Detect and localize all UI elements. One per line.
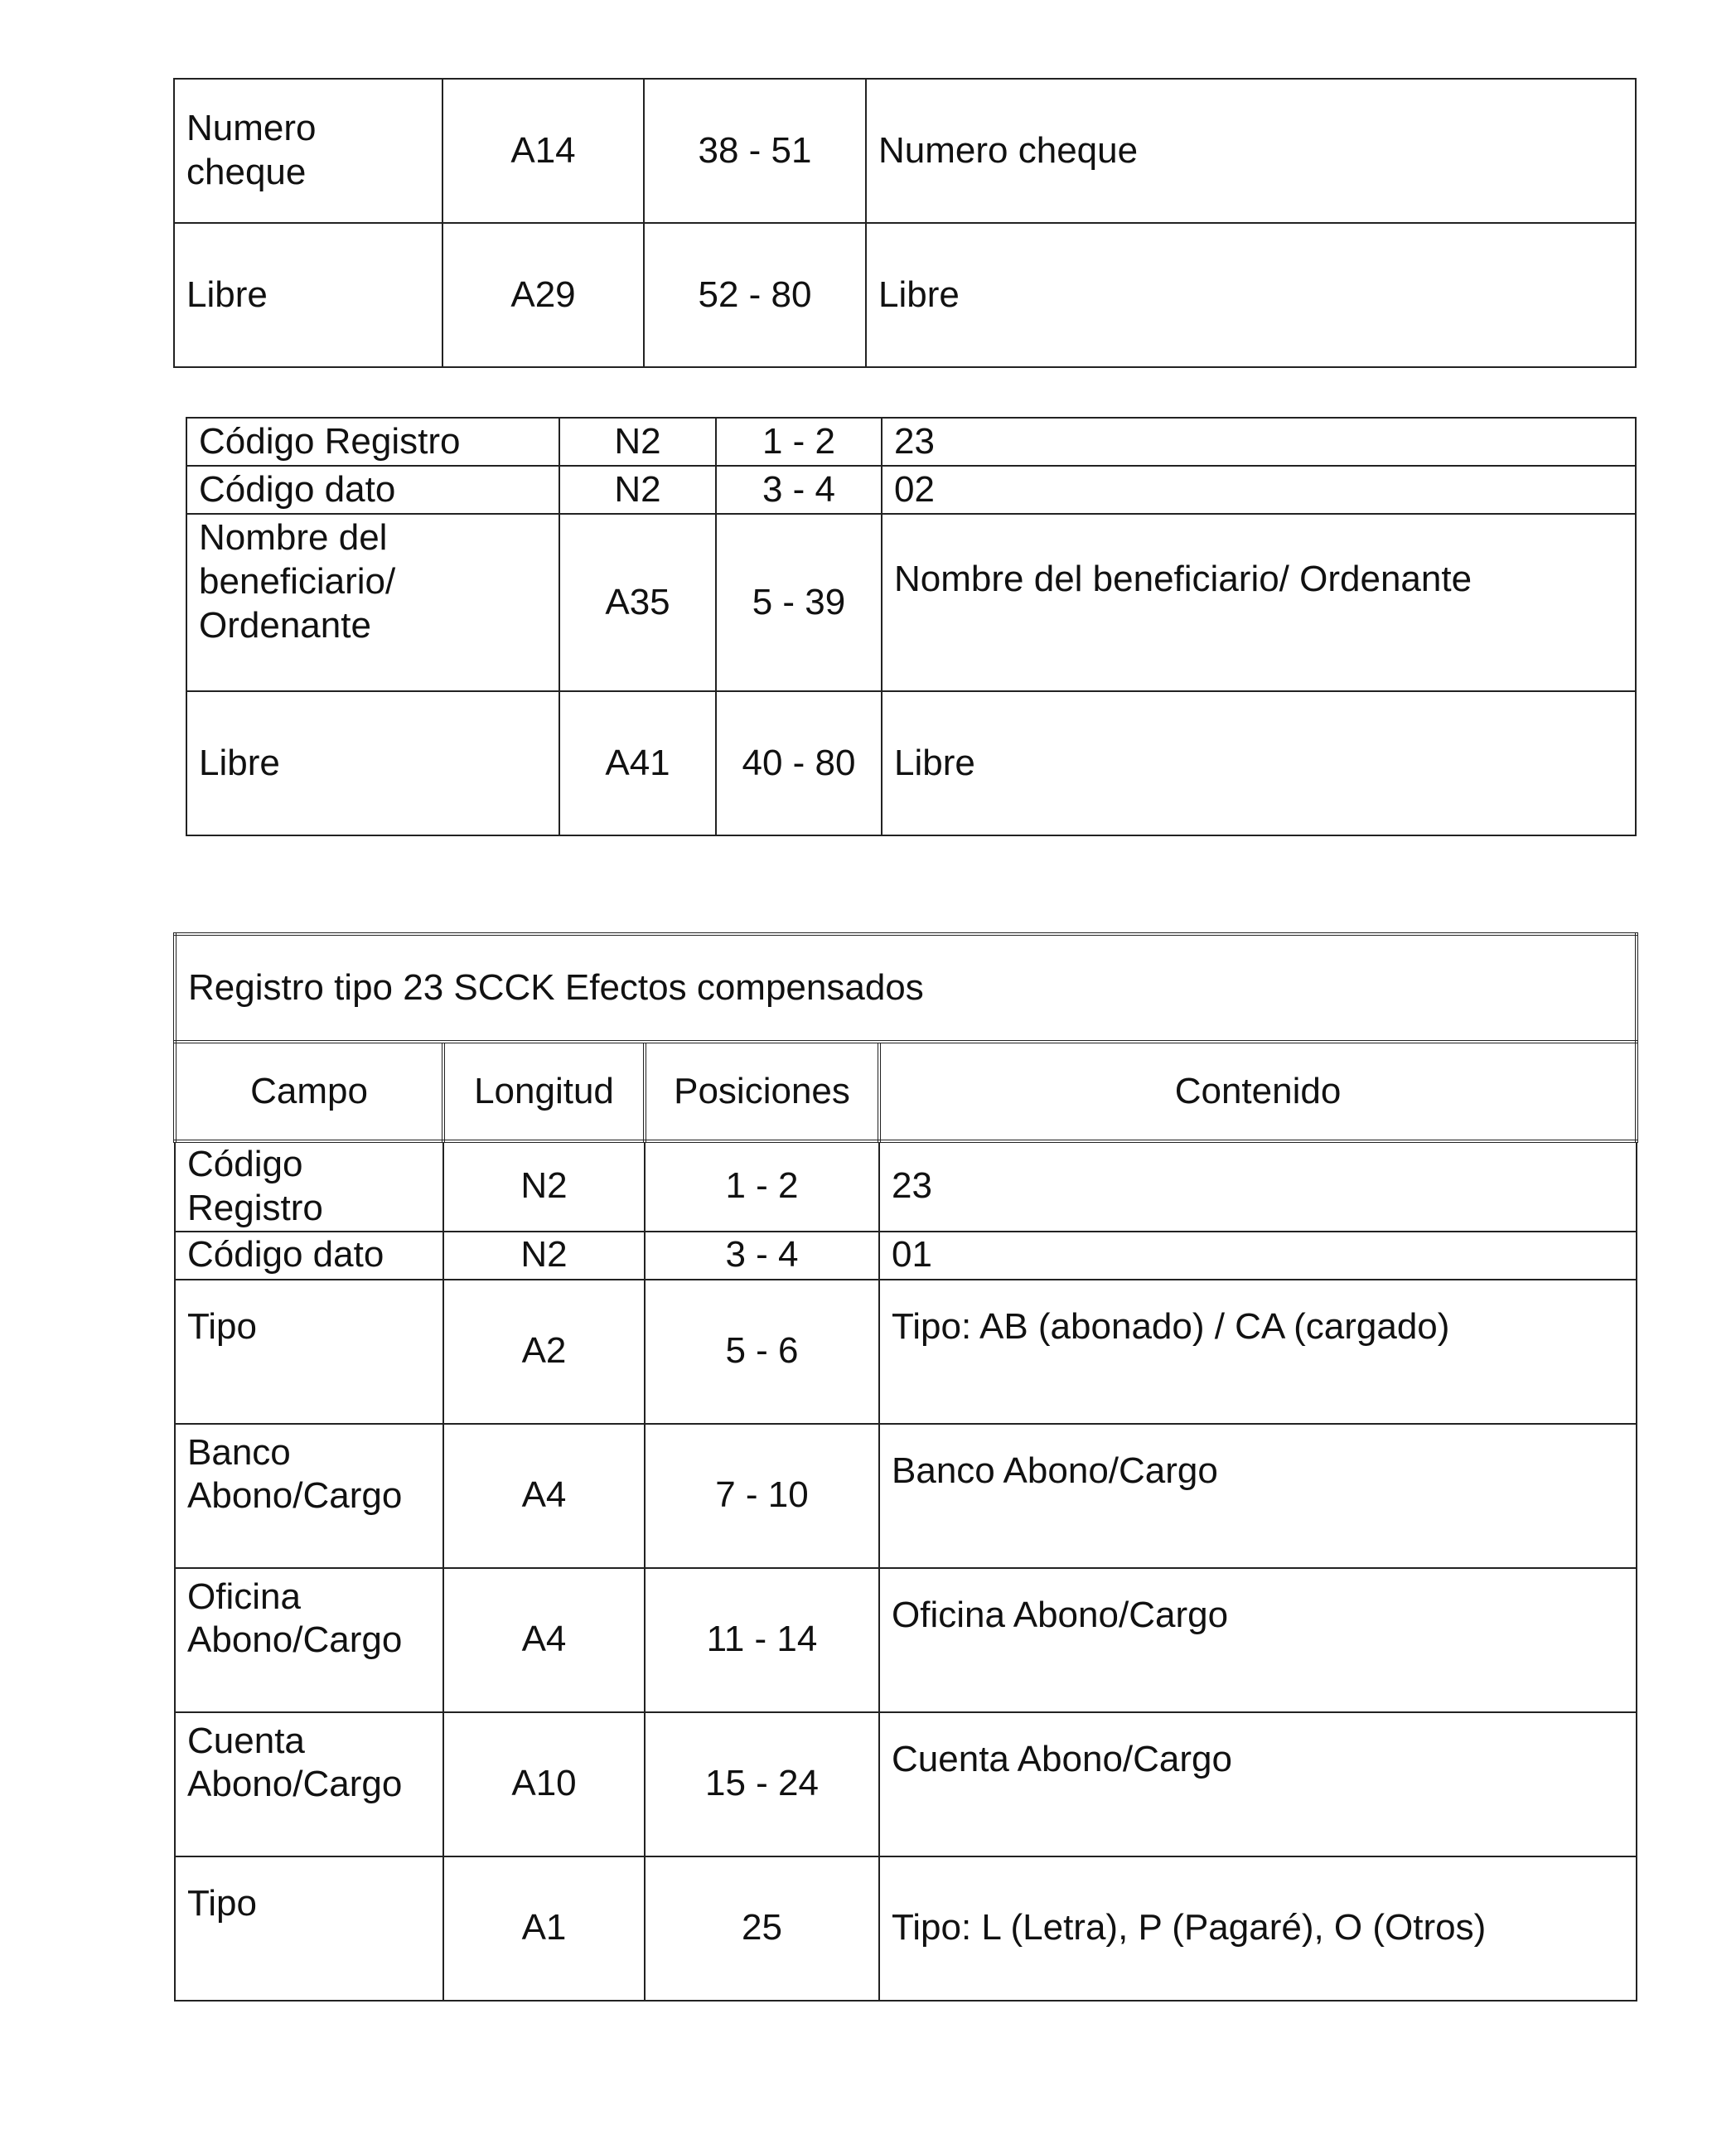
cell-contenido: Tipo: L (Letra), P (Pagaré), O (Otros) — [879, 1856, 1637, 2001]
table-row — [186, 466, 1636, 514]
cell-posiciones: 40 - 80 — [716, 691, 882, 835]
cell-contenido: 02 — [882, 466, 1636, 514]
table-row — [186, 691, 1636, 835]
cell-contenido: Nombre del beneficiario/ Ordenante — [882, 514, 1636, 691]
cell-longitud: N2 — [443, 1141, 645, 1232]
cell-posiciones: 1 - 2 — [645, 1141, 879, 1232]
cell-campo: Libre — [186, 691, 559, 835]
cell-contenido: Cuenta Abono/Cargo — [879, 1712, 1637, 1856]
cell-campo: Tipo — [175, 1856, 443, 2001]
cell-campo: Numero cheque — [174, 79, 442, 223]
table-header-row — [175, 1042, 1637, 1141]
cell-longitud: N2 — [443, 1232, 645, 1280]
cell-contenido: Libre — [866, 223, 1636, 367]
cell-campo: Banco Abono/Cargo — [175, 1424, 443, 1568]
table-title: Registro tipo 23 SCCK Efectos compensados — [175, 934, 1637, 1042]
table-row — [175, 1280, 1637, 1424]
table-numero-cheque — [173, 78, 1637, 368]
cell-posiciones: 1 - 2 — [716, 418, 882, 466]
cell-posiciones: 3 - 4 — [645, 1232, 879, 1280]
cell-posiciones: 7 - 10 — [645, 1424, 879, 1568]
cell-posiciones: 25 — [645, 1856, 879, 2001]
cell-longitud: A4 — [443, 1424, 645, 1568]
cell-campo: Cuenta Abono/Cargo — [175, 1712, 443, 1856]
cell-campo: Código dato — [175, 1232, 443, 1280]
table-registro-23-02 — [186, 417, 1637, 836]
cell-posiciones: 5 - 39 — [716, 514, 882, 691]
cell-posiciones: 5 - 6 — [645, 1280, 879, 1424]
cell-posiciones: 38 - 51 — [644, 79, 866, 223]
cell-posiciones: 15 - 24 — [645, 1712, 879, 1856]
cell-longitud: A29 — [442, 223, 644, 367]
cell-campo: Libre — [174, 223, 442, 367]
cell-contenido: Libre — [882, 691, 1636, 835]
header-posiciones: Posiciones — [645, 1042, 879, 1141]
cell-posiciones: 11 - 14 — [645, 1568, 879, 1712]
cell-contenido: 23 — [879, 1141, 1637, 1232]
cell-contenido: Oficina Abono/Cargo — [879, 1568, 1637, 1712]
cell-longitud: A35 — [559, 514, 716, 691]
table-row — [175, 1141, 1637, 1232]
cell-longitud: N2 — [559, 466, 716, 514]
cell-contenido: 01 — [879, 1232, 1637, 1280]
cell-contenido: 23 — [882, 418, 1636, 466]
cell-contenido: Numero cheque — [866, 79, 1636, 223]
cell-campo: Código Registro — [175, 1141, 443, 1232]
header-longitud: Longitud — [443, 1042, 645, 1141]
table-row — [174, 223, 1636, 367]
table-row — [175, 1232, 1637, 1280]
table-row — [186, 418, 1636, 466]
cell-campo: Nombre del beneficiario/ Ordenante — [186, 514, 559, 691]
cell-contenido: Tipo: AB (abonado) / CA (cargado) — [879, 1280, 1637, 1424]
table-registro-23-01 — [173, 932, 1638, 2002]
header-campo: Campo — [175, 1042, 443, 1141]
table-row — [175, 1424, 1637, 1568]
cell-campo: Código Registro — [186, 418, 559, 466]
cell-longitud: A4 — [443, 1568, 645, 1712]
cell-posiciones: 3 - 4 — [716, 466, 882, 514]
cell-longitud: A14 — [442, 79, 644, 223]
cell-campo: Oficina Abono/Cargo — [175, 1568, 443, 1712]
table-row — [175, 1856, 1637, 2001]
cell-longitud: A41 — [559, 691, 716, 835]
cell-posiciones: 52 - 80 — [644, 223, 866, 367]
cell-longitud: N2 — [559, 418, 716, 466]
cell-longitud: A10 — [443, 1712, 645, 1856]
cell-campo: Código dato — [186, 466, 559, 514]
cell-contenido: Banco Abono/Cargo — [879, 1424, 1637, 1568]
header-contenido: Contenido — [879, 1042, 1637, 1141]
table-row — [175, 1712, 1637, 1856]
cell-longitud: A1 — [443, 1856, 645, 2001]
table-row — [186, 514, 1636, 691]
cell-campo: Tipo — [175, 1280, 443, 1424]
table-row — [175, 1568, 1637, 1712]
table-row — [174, 79, 1636, 223]
table-title-row — [175, 934, 1637, 1042]
cell-longitud: A2 — [443, 1280, 645, 1424]
